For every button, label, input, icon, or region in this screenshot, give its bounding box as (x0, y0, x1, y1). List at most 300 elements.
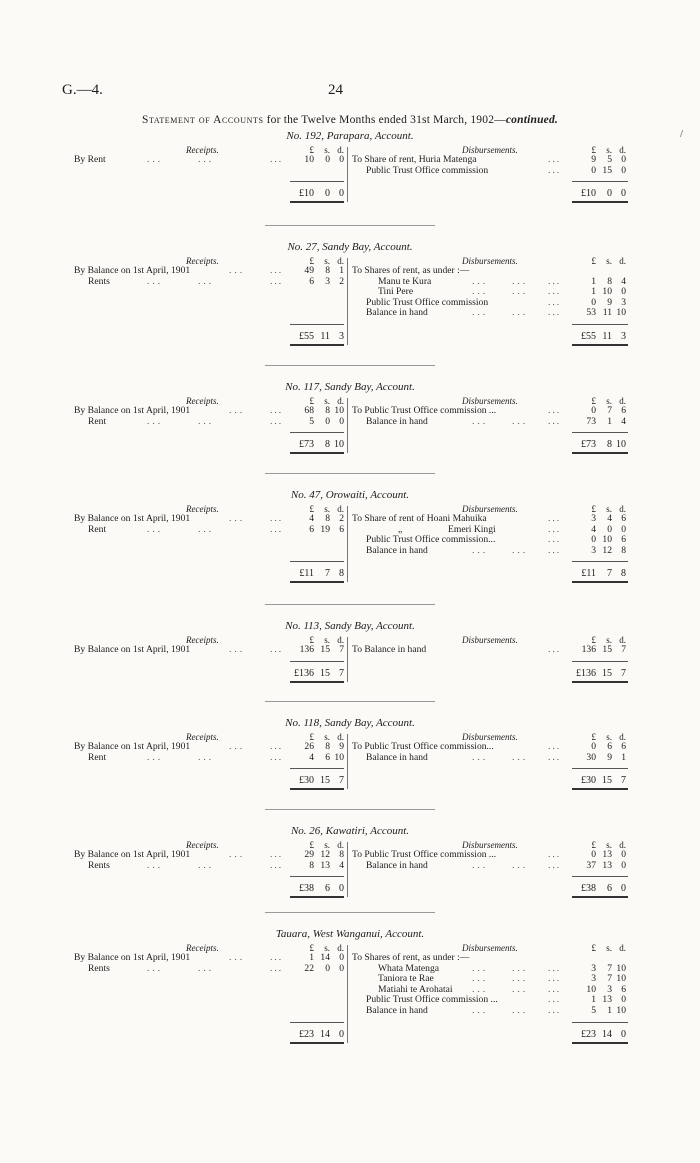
leader-dots: ... (512, 751, 529, 763)
disbursement-pounds: 53 (586, 307, 596, 319)
total-rule (572, 896, 628, 898)
disbursement-label: Tini Pere (378, 286, 414, 298)
leader-dots: ... (229, 741, 246, 752)
disbursements-heading-pence: d. (619, 840, 626, 850)
leader-dots: ... (548, 307, 562, 319)
leader-dots: ... (229, 644, 246, 655)
disbursement-shillings: 3 (607, 983, 612, 995)
receipt-shillings: 14 (320, 952, 330, 963)
disbursement-shillings: 10 (602, 534, 612, 546)
receipt-shillings: 12 (320, 849, 330, 860)
disbursements-heading: Disbursements. (462, 256, 518, 266)
account-title (0, 242, 700, 253)
receipts-heading: Receipts. (186, 840, 219, 850)
receipts-total-shillings: 11 (320, 331, 330, 342)
disbursement-shillings: 10 (602, 286, 612, 298)
receipt-pence: 2 (339, 513, 344, 524)
leader-dots: ... (270, 962, 284, 974)
section-separator (265, 809, 435, 810)
leader-dots: ... (147, 154, 164, 165)
disbursement-pounds: 3 (591, 544, 596, 556)
receipts-heading-shillings: s. (324, 840, 330, 850)
disbursement-pounds: 0 (591, 296, 596, 308)
disbursements-heading-pence: d. (619, 943, 626, 953)
disbursement-label: To Share of rent of Hoani Mahuika (352, 513, 487, 524)
account-suffix: Account. (385, 928, 425, 940)
receipt-pence: 8 (339, 849, 344, 860)
disbursement-pounds: 1 (591, 275, 596, 287)
disbursement-row (0, 308, 700, 319)
receipts-total-pence: 0 (339, 883, 344, 895)
subtotal-rule (290, 768, 344, 769)
leader-dots: ... (147, 751, 164, 763)
column-divider (347, 147, 348, 202)
leader-dots: ... (270, 513, 284, 524)
account-suffix: Account. (376, 717, 415, 729)
account-title (0, 718, 700, 729)
disbursement-row (0, 861, 700, 872)
receipt-pence: 0 (339, 952, 344, 963)
account-name: Tauara, West Wanganui, (275, 928, 386, 940)
disbursement-pence: 10 (616, 973, 626, 985)
disbursement-label: Matiahi te Arohatai (378, 983, 453, 995)
account-number: No. 113, (285, 620, 325, 632)
disbursement-label: To Public Trust Office commission ... (352, 405, 497, 416)
total-rule (290, 788, 344, 790)
disbursement-pounds: 10 (586, 983, 596, 995)
disbursements-heading: Disbursements. (462, 732, 518, 742)
leader-dots: ... (548, 513, 562, 524)
receipt-pence: 0 (339, 962, 344, 974)
disbursement-pence: 10 (616, 1005, 626, 1016)
leader-dots: ... (229, 265, 246, 276)
disbursement-label: To Balance in hand (352, 644, 427, 655)
receipt-shillings: 15 (320, 644, 330, 655)
leader-dots: ... (512, 307, 529, 319)
leader-dots: ... (198, 751, 215, 763)
heading-mid: for the Twelve Months ended 31st March, 1902— (263, 114, 506, 126)
leader-dots: ... (548, 994, 562, 1006)
leader-dots: ... (270, 275, 284, 287)
disbursement-pence: 6 (621, 983, 626, 995)
receipt-pounds: 5 (309, 415, 314, 427)
account-title (0, 382, 700, 393)
leader-dots: ... (147, 962, 164, 974)
account-number: No. 118, (285, 717, 325, 729)
receipts-total-pounds: £55 (299, 331, 314, 342)
receipt-label: By Balance on 1st April, 1901 (74, 644, 191, 655)
disbursements-heading-pounds: £ (591, 635, 596, 645)
leader-dots: ... (472, 751, 489, 763)
account-name: Kawatiri, (325, 825, 371, 837)
disbursements-total-pence: 0 (621, 188, 626, 200)
leader-dots: ... (548, 154, 562, 165)
leader-dots: ... (512, 973, 529, 985)
total-rule (290, 896, 344, 898)
receipt-label: Rent (88, 415, 107, 427)
leader-dots: ... (147, 275, 164, 287)
disbursement-shillings: 7 (607, 962, 612, 974)
subtotal-rule (572, 324, 628, 325)
leader-dots: ... (198, 275, 215, 287)
disbursement-shillings: 15 (602, 164, 612, 176)
disbursements-heading-pounds: £ (591, 396, 596, 406)
receipts-heading-shillings: s. (324, 396, 330, 406)
receipt-shillings: 19 (320, 523, 330, 535)
disbursement-pence: 1 (621, 751, 626, 763)
receipt-label: Rents (88, 275, 110, 287)
disbursement-label: Balance in hand (366, 307, 428, 319)
account-suffix: Account. (370, 825, 410, 837)
receipt-label: By Rent (74, 154, 106, 165)
disbursements-total-shillings: 7 (607, 568, 612, 580)
disbursement-pounds: 1 (591, 994, 596, 1006)
leader-dots: ... (512, 983, 529, 995)
disbursements-total-pounds: £23 (581, 1028, 596, 1040)
disbursements-heading-pence: d. (619, 732, 626, 742)
disbursement-shillings: 15 (602, 644, 612, 655)
receipts-heading-pounds: £ (309, 396, 314, 406)
account-number: No. 26, (290, 825, 326, 837)
leader-dots: ... (472, 307, 489, 319)
total-rule (572, 452, 628, 454)
disbursements-total-shillings: 15 (602, 775, 612, 787)
subtotal-rule (290, 181, 344, 182)
receipt-shillings: 6 (325, 751, 330, 763)
disbursements-heading-shillings: s. (606, 635, 612, 645)
receipts-heading-pounds: £ (309, 840, 314, 850)
receipt-label: Rents (88, 962, 110, 974)
disbursement-label: Public Trust Office commission (366, 296, 489, 308)
receipt-pence: 4 (339, 859, 344, 871)
disbursement-pence: 10 (616, 962, 626, 974)
leader-dots: ... (548, 962, 562, 974)
account-number: No. 47, (290, 489, 326, 501)
account-block (0, 131, 700, 231)
receipts-heading-pounds: £ (309, 145, 314, 155)
subtotal-rule (290, 661, 344, 662)
receipts-heading-shillings: s. (324, 635, 330, 645)
receipts-heading-shillings: s. (324, 732, 330, 742)
account-suffix: Account. (373, 241, 413, 253)
disbursements-heading-pence: d. (619, 504, 626, 514)
receipts-heading: Receipts. (186, 145, 219, 155)
disbursement-shillings: 9 (607, 296, 612, 308)
account-number: No. 192, (286, 130, 327, 142)
disbursement-pence: 6 (621, 741, 626, 752)
disbursement-label: Balance in hand (366, 859, 428, 871)
disbursement-pence: 0 (621, 286, 626, 298)
leader-dots: ... (270, 415, 284, 427)
leader-dots: ... (147, 523, 164, 535)
disbursements-heading-pounds: £ (591, 840, 596, 850)
disbursement-pounds: 0 (591, 741, 596, 752)
receipts-heading: Receipts. (186, 732, 219, 742)
heading-caps: Statement of Accounts (141, 114, 264, 126)
receipt-pounds: 26 (304, 741, 314, 752)
leader-dots: ... (229, 849, 246, 860)
leader-dots: ... (512, 415, 529, 427)
leader-dots: ... (472, 1005, 489, 1016)
receipts-heading-pounds: £ (309, 943, 314, 953)
leader-dots: ... (548, 751, 562, 763)
receipts-heading-pence: d. (337, 635, 344, 645)
disbursement-pence: 0 (621, 164, 626, 176)
receipts-total-shillings: 8 (325, 439, 330, 451)
disbursements-heading-pounds: £ (591, 145, 596, 155)
subtotal-rule (290, 324, 344, 325)
disbursement-pounds: 0 (591, 405, 596, 416)
receipt-pounds: 4 (309, 751, 314, 763)
receipts-heading-shillings: s. (324, 256, 330, 266)
account-name: Sandy Bay, (324, 381, 377, 393)
receipts-heading-pounds: £ (309, 256, 314, 266)
account-title (0, 131, 700, 142)
disbursement-shillings: 8 (607, 275, 612, 287)
disbursement-pounds: 37 (586, 859, 596, 871)
receipt-pounds: 136 (299, 644, 314, 655)
disbursement-pounds: 3 (591, 962, 596, 974)
receipt-pence: 6 (339, 523, 344, 535)
disbursements-total-pounds: £10 (581, 188, 596, 200)
account-number: No. 27, (287, 241, 323, 253)
account-name: Parapara, (326, 130, 375, 142)
disbursement-label: To Shares of rent, as under :— (352, 952, 470, 963)
disbursements-heading: Disbursements. (462, 840, 518, 850)
receipt-label: By Balance on 1st April, 1901 (74, 513, 191, 524)
disbursements-total-shillings: 8 (607, 439, 612, 451)
receipts-heading-shillings: s. (324, 943, 330, 953)
disbursement-label: Balance in hand (366, 1005, 428, 1016)
disbursement-shillings: 4 (607, 513, 612, 524)
disbursement-pence: 8 (621, 544, 626, 556)
leader-dots: ... (548, 405, 562, 416)
disbursements-total-pence: 7 (621, 667, 626, 679)
leader-dots: ... (548, 296, 562, 308)
leader-dots: ... (548, 544, 562, 556)
receipts-heading-pence: d. (337, 840, 344, 850)
disbursements-heading: Disbursements. (462, 504, 518, 514)
total-rule (572, 1042, 628, 1044)
account-title (0, 929, 700, 940)
disbursement-pounds: 3 (591, 973, 596, 985)
disbursement-pence: 0 (621, 154, 626, 165)
leader-dots: ... (548, 859, 562, 871)
receipt-pence: 1 (339, 265, 344, 276)
disbursement-pounds: 0 (591, 849, 596, 860)
leader-dots: ... (472, 973, 489, 985)
receipt-shillings: 13 (320, 859, 330, 871)
account-block (0, 242, 700, 342)
receipts-total-shillings: 0 (325, 188, 330, 200)
receipts-total-shillings: 6 (325, 883, 330, 895)
heading-continued: continued. (505, 114, 559, 126)
receipts-total-pounds: £11 (299, 568, 314, 580)
disbursements-total-shillings: 11 (602, 331, 612, 342)
disbursements-heading: Disbursements. (462, 943, 518, 953)
disbursement-shillings: 1 (607, 415, 612, 427)
page-number: 24 (328, 82, 343, 98)
leader-dots: ... (198, 523, 215, 535)
leader-dots: ... (270, 154, 284, 165)
subtotal-rule (572, 181, 628, 182)
column-divider (347, 506, 348, 582)
disbursement-shillings: 5 (607, 154, 612, 165)
receipts-heading-pence: d. (337, 732, 344, 742)
disbursements-total-pence: 10 (616, 439, 626, 451)
leader-dots: ... (270, 405, 284, 416)
receipt-pence: 7 (339, 644, 344, 655)
account-suffix: Account. (370, 489, 410, 501)
subtotal-rule (572, 661, 628, 662)
total-rule (572, 581, 628, 583)
disbursement-pounds: 3 (591, 513, 596, 524)
disbursement-shillings: 13 (602, 859, 612, 871)
statement-heading (0, 114, 700, 126)
receipts-total-pence: 7 (339, 667, 344, 679)
disbursement-label: To Public Trust Office commission... (352, 741, 494, 752)
leader-dots: ... (548, 741, 562, 752)
leader-dots: ... (270, 741, 284, 752)
disbursements-total-shillings: 0 (607, 188, 612, 200)
leader-dots: ... (512, 544, 529, 556)
receipt-pence: 2 (339, 275, 344, 287)
leader-dots: ... (270, 523, 284, 535)
receipt-label: Rent (88, 751, 107, 763)
disbursement-pounds: 0 (591, 164, 596, 176)
leader-dots: ... (198, 859, 215, 871)
leader-dots: ... (512, 962, 529, 974)
disbursement-label: To Share of rent, Huria Matenga (352, 154, 477, 165)
disbursement-row (0, 166, 700, 177)
receipts-heading-pence: d. (337, 145, 344, 155)
account-block (0, 718, 700, 818)
section-separator (265, 912, 435, 913)
receipt-label: Rents (88, 859, 110, 871)
receipts-heading-pence: d. (337, 256, 344, 266)
leader-dots: ... (472, 544, 489, 556)
receipts-total-pence: 10 (334, 439, 344, 451)
total-rule (290, 452, 344, 454)
disbursements-total-pounds: £11 (581, 568, 596, 580)
leader-dots: ... (472, 275, 489, 287)
leader-dots: ... (229, 952, 246, 963)
disbursement-shillings: 7 (607, 973, 612, 985)
disbursement-label: Balance in hand (366, 415, 428, 427)
receipt-pounds: 4 (309, 513, 314, 524)
disbursement-pounds: 136 (581, 644, 596, 655)
disbursements-heading-shillings: s. (606, 943, 612, 953)
leader-dots: ... (472, 286, 489, 298)
disbursements-total-pence: 7 (621, 775, 626, 787)
receipt-shillings: 8 (325, 741, 330, 752)
receipt-pence: 10 (334, 751, 344, 763)
disbursement-label: Taniora te Rae (378, 973, 434, 985)
leader-dots: ... (548, 164, 562, 176)
leader-dots: ... (198, 962, 215, 974)
leader-dots: ... (270, 644, 284, 655)
leader-dots: ... (472, 415, 489, 427)
leader-dots: ... (198, 415, 215, 427)
disbursement-shillings: 12 (602, 544, 612, 556)
receipts-heading-pence: d. (337, 396, 344, 406)
leader-dots: ... (229, 405, 246, 416)
disbursements-heading: Disbursements. (462, 396, 518, 406)
receipt-pounds: 8 (309, 859, 314, 871)
account-number: No. 117, (285, 381, 325, 393)
column-divider (347, 398, 348, 453)
account-suffix: Account. (374, 130, 414, 142)
receipts-heading: Receipts. (186, 256, 219, 266)
receipts-total-pence: 3 (339, 331, 344, 342)
receipts-total-shillings: 7 (325, 568, 330, 580)
account-name: Sandy Bay, (322, 241, 374, 253)
account-name: Sandy Bay, (324, 717, 377, 729)
disbursement-pence: 10 (616, 307, 626, 319)
disbursements-heading-pence: d. (619, 635, 626, 645)
disbursement-label: Manu te Kura (378, 275, 432, 287)
account-title (0, 826, 700, 837)
disbursement-row (0, 1006, 700, 1017)
total-rule (290, 581, 344, 583)
disbursements-total-shillings: 14 (602, 1028, 612, 1040)
leader-dots: ... (147, 859, 164, 871)
receipts-heading: Receipts. (186, 943, 219, 953)
total-rule (290, 1042, 344, 1044)
disbursement-pounds: 5 (591, 1005, 596, 1016)
leader-dots: ... (270, 952, 284, 963)
disbursements-total-pounds: £30 (581, 775, 596, 787)
receipt-pence: 10 (334, 405, 344, 416)
subtotal-rule (290, 1022, 344, 1023)
section-separator (265, 604, 435, 605)
receipt-shillings: 8 (325, 513, 330, 524)
receipt-pence: 0 (339, 415, 344, 427)
receipts-heading: Receipts. (186, 635, 219, 645)
subtotal-rule (290, 561, 344, 562)
receipts-heading-shillings: s. (324, 145, 330, 155)
disbursement-label: Emeri Kingi (448, 523, 496, 535)
total-rule (572, 788, 628, 790)
receipt-shillings: 8 (325, 265, 330, 276)
leader-dots: ... (548, 983, 562, 995)
leader-dots: ... (229, 513, 246, 524)
disbursement-pence: 6 (621, 405, 626, 416)
disbursement-pounds: 1 (591, 286, 596, 298)
disbursement-pence: 7 (621, 644, 626, 655)
disbursements-heading-pounds: £ (591, 504, 596, 514)
disbursement-row (0, 417, 700, 428)
disbursement-row (0, 753, 700, 764)
receipts-heading-pounds: £ (309, 635, 314, 645)
disbursement-row (0, 546, 700, 557)
account-title (0, 621, 700, 632)
disbursement-shillings: 6 (607, 741, 612, 752)
leader-dots: ... (472, 962, 489, 974)
account-block (0, 928, 700, 1040)
receipts-heading-pounds: £ (309, 504, 314, 514)
leader-dots: ... (548, 849, 562, 860)
leader-dots: ... (512, 859, 529, 871)
disbursement-pounds: 30 (586, 751, 596, 763)
leader-dots: ... (270, 751, 284, 763)
account-block (0, 621, 700, 721)
receipt-pounds: 10 (304, 154, 314, 165)
subtotal-rule (572, 561, 628, 562)
total-rule (290, 201, 344, 203)
disbursement-label: Public Trust Office commission ... (366, 994, 498, 1006)
leader-dots: ... (548, 644, 562, 655)
